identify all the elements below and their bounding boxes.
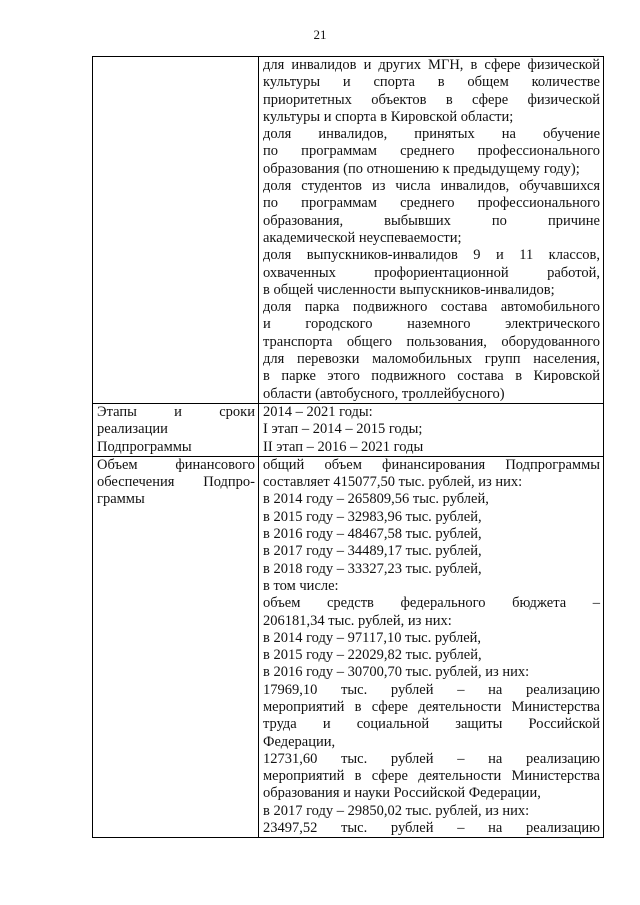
parameter-name-cell: [93, 403, 259, 456]
text-line: в 2016 году – 48467,58 тыс. рублей,: [263, 526, 482, 543]
financing-volume-row: [93, 456, 604, 838]
parameter-value-cell: [259, 403, 604, 456]
text-line: составляет 415077,50 тыс. рублей, из них:: [263, 474, 523, 491]
text-line: в общей численности выпускников-инвалидов;: [263, 281, 555, 298]
text-line: 12731,60 тыс. рублей – на реализацию: [263, 750, 600, 767]
text-line: доля студентов из числа инвалидов, обучавшихся: [263, 178, 600, 195]
text-line: объем средств федерального бюджета –: [263, 595, 600, 612]
text-line: в 2014 году – 265809,56 тыс. рублей,: [263, 491, 489, 508]
subprogram-passport-table: [92, 56, 604, 838]
text-line: Объем финансового: [97, 456, 255, 473]
text-line: области (автобусного, троллейбусного): [263, 385, 505, 402]
text-line: мероприятий в сфере деятельности Министерства: [263, 698, 600, 715]
text-line: граммы: [97, 491, 145, 508]
text-line: в 2014 году – 97117,10 тыс. рублей,: [263, 629, 482, 646]
text-line: для инвалидов и других МГН, в сфере физической: [263, 57, 600, 73]
text-line: 206181,34 тыс. рублей, из них:: [263, 612, 452, 629]
text-line: в том числе:: [263, 577, 339, 594]
parameter-value-cell: [259, 57, 604, 404]
text-line: общий объем финансирования Подпрограммы: [263, 456, 600, 473]
text-line: охваченных профориентационной работой,: [263, 264, 600, 281]
text-line: академической неуспеваемости;: [263, 229, 462, 246]
text-line: и городского наземного электрического: [263, 316, 600, 333]
text-line: I этап – 2014 – 2015 годы;: [263, 421, 423, 438]
text-line: 2014 – 2021 годы:: [263, 403, 373, 420]
text-line: культуры и спорта в общем количестве: [263, 74, 600, 91]
text-line: образования и науки Российской Федерации,: [263, 785, 541, 802]
text-line: мероприятий в сфере деятельности Министерства: [263, 768, 600, 785]
text-line: по программам среднего профессионального: [263, 143, 600, 160]
text-line: 23497,52 тыс. рублей – на реализацию: [263, 820, 600, 837]
parameter-name-cell: [93, 456, 259, 838]
page-number: 21: [313, 27, 327, 42]
text-line: для перевозки маломобильных групп населения,: [263, 351, 600, 368]
text-line: образования, выбывших по причине: [263, 212, 600, 229]
text-line: доля парка подвижного состава автомобильного: [263, 299, 600, 316]
text-line: в парке этого подвижного состава в Кировской: [263, 368, 600, 385]
text-line: в 2018 году – 33327,23 тыс. рублей,: [263, 560, 482, 577]
text-line: в 2016 году – 30700,70 тыс. рублей, из них:: [263, 664, 530, 681]
text-line: труда и социальной защиты Российской: [263, 716, 600, 733]
indicators-continuation-row: [93, 57, 604, 404]
parameter-value-cell: [259, 456, 604, 838]
text-line: обеспечения Подпро-: [97, 474, 255, 491]
text-line: культуры и спорта в Кировской области;: [263, 108, 514, 125]
text-line: Федерации,: [263, 733, 336, 750]
text-line: Подпрограммы: [97, 438, 192, 455]
text-line: Этапы и сроки: [97, 403, 255, 420]
text-line: в 2015 году – 32983,96 тыс. рублей,: [263, 508, 482, 525]
text-line: приоритетных объектов в сфере физической: [263, 91, 600, 108]
text-line: образования (по отношению к предыдущему году);: [263, 160, 580, 177]
text-line: II этап – 2016 – 2021 годы: [263, 438, 424, 455]
stages-and-terms-row: [93, 403, 604, 456]
parameter-name-cell: [93, 57, 259, 404]
text-line: 17969,10 тыс. рублей – на реализацию: [263, 681, 600, 698]
text-line: доля инвалидов, принятых на обучение: [263, 126, 600, 143]
text-line: в 2015 году – 22029,82 тыс. рублей,: [263, 647, 482, 664]
text-line: реализации: [97, 421, 168, 438]
text-line: в 2017 году – 29850,02 тыс. рублей, из них:: [263, 802, 530, 819]
text-line: по программам среднего профессионального: [263, 195, 600, 212]
text-line: доля выпускников-инвалидов 9 и 11 классов,: [263, 247, 600, 264]
text-line: транспорта общего пользования, оборудованного: [263, 333, 600, 350]
text-line: в 2017 году – 34489,17 тыс. рублей,: [263, 543, 482, 560]
